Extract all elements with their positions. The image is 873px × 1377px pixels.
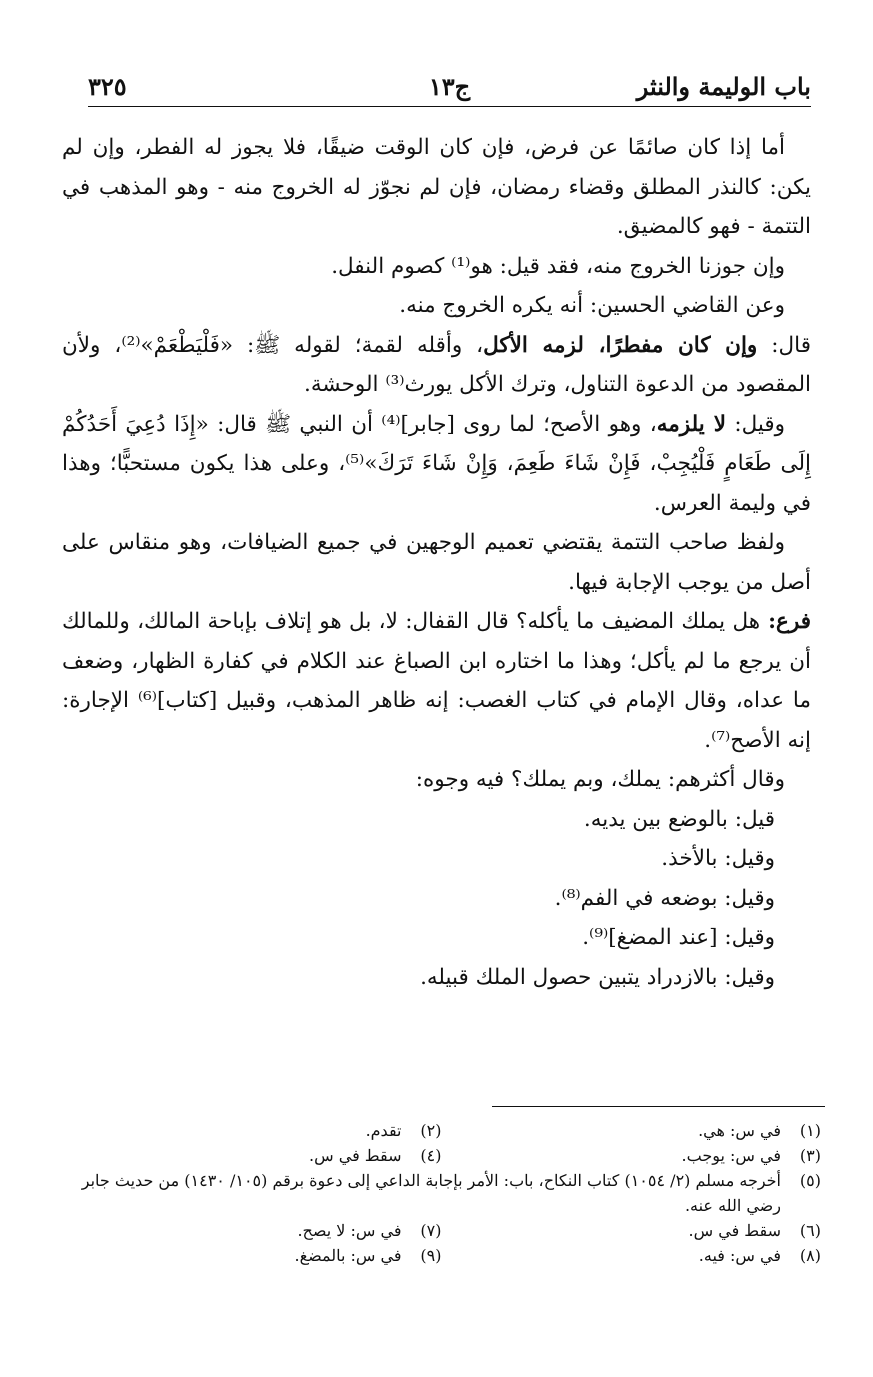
- footnote-text: تقدم.: [365, 1121, 402, 1140]
- page-header: [88, 66, 811, 107]
- footnote-number: (٩): [420, 1246, 442, 1265]
- text-run: وقيل:: [726, 411, 786, 437]
- footnote-number: (٨): [799, 1246, 821, 1265]
- footnote-number: (٦): [799, 1221, 821, 1240]
- footnote-divider: [492, 1106, 825, 1107]
- footnote: [442, 1118, 822, 1143]
- footnote-row: [62, 1118, 821, 1143]
- footnote-row: [62, 1243, 821, 1268]
- footnote-number: (١): [799, 1121, 821, 1140]
- paragraph: [62, 326, 811, 405]
- paragraph: وقال أكثرهم: يملك، وبم يملك؟ فيه وجوه:: [415, 767, 785, 792]
- footnote-number: (٢): [420, 1121, 442, 1140]
- paragraph: ولفظ صاحب التتمة يقتضي تعميم الوجهين في جميع الضيافات، وهو منقاس على أصل من يوجب الإجابة فيها.: [62, 530, 811, 595]
- list-item: وقيل: بالأخذ.: [661, 846, 775, 871]
- footnote-row: [62, 1218, 821, 1243]
- footnotes: [62, 1118, 821, 1268]
- chapter-title: باب الوليمة والنثر: [636, 72, 811, 101]
- footnote: [62, 1143, 442, 1168]
- bold-text: لا يلزمه: [656, 411, 726, 437]
- footnote-text: سقط في س.: [309, 1146, 402, 1165]
- footnote: [62, 1218, 442, 1243]
- footnote-number: (٧): [420, 1221, 442, 1240]
- footnote: [62, 1168, 821, 1218]
- page-number: ٣٢٥: [88, 72, 127, 101]
- text-run: هل يملك المضيف ما يأكله؟ قال القفال: لا، بل هو إتلاف بإباحة المالك، وللمالك أن يرجع ما لم يأكل؛ وهذا ما اختاره ابن الصباغ عند الكلام في كفارة الظهار، وضعف ما عداه، وقال الإمام في كتاب الغصب: إنه ظاهر المذهب، وقبيل [كتاب]⁽⁶⁾ الإجارة: إنه الأصح⁽⁷⁾.: [62, 609, 811, 753]
- section-label: فرع:: [760, 609, 811, 634]
- footnote-text: في س: هي.: [698, 1121, 781, 1140]
- footnote: [442, 1143, 822, 1168]
- text-run: ، وأقله لقمة؛ لقوله ﷺ: «فَلْيَطْعَمْ»⁽²⁾، ولأن المقصود من الدعوة التناول، وترك الأكل يورث⁽³⁾ الوحشة.: [62, 332, 811, 397]
- paragraph: [62, 405, 811, 524]
- footnote: [442, 1218, 822, 1243]
- footnote-number: (٣): [799, 1146, 821, 1165]
- footnote-text: في س: يوجب.: [681, 1146, 781, 1165]
- footnote-text: في س: بالمضغ.: [294, 1246, 402, 1265]
- text-run: قال:: [757, 332, 811, 358]
- main-text: [62, 128, 811, 997]
- footnote-number: (٤): [420, 1146, 442, 1165]
- paragraph: وعن القاضي الحسين: أنه يكره الخروج منه.: [399, 293, 785, 318]
- footnote-text: في س: لا يصح.: [297, 1221, 402, 1240]
- list-item: وقيل: [عند المضغ]⁽⁹⁾.: [582, 925, 775, 950]
- bold-text: وإن كان مفطرًا، لزمه الأكل: [483, 332, 758, 358]
- paragraph: [62, 602, 811, 760]
- footnote: [442, 1243, 822, 1268]
- footnote-text: سقط في س.: [688, 1221, 781, 1240]
- text-run: ، وهو الأصح؛ لما روى [جابر]⁽⁴⁾ أن النبي ﷺ قال: «إِذَا دُعِيَ أَحَدُكُمْ إِلَى طَعَامٍ فَلْيُجِبْ، فَإِنْ شَاءَ طَعِمَ، وَإِنْ شَاءَ تَرَكَ»⁽⁵⁾، وعلى هذا يكون مستحبًّا؛ وهذا في وليمة العرس.: [62, 411, 811, 516]
- footnote: [62, 1118, 442, 1143]
- list-item: قيل: بالوضع بين يديه.: [583, 806, 775, 832]
- paragraph: وإن جوزنا الخروج منه، فقد قيل: هو⁽¹⁾ كصوم النفل.: [331, 253, 785, 279]
- footnote-text: في س: فيه.: [698, 1246, 781, 1265]
- volume-label: ج١٣: [428, 72, 471, 101]
- list-item: وقيل: بوضعه في الفم⁽⁸⁾.: [554, 885, 775, 911]
- footnote: [62, 1243, 442, 1268]
- footnote-text: أخرجه مسلم (٢/ ١٠٥٤) كتاب النكاح، باب: الأمر بإجابة الداعي إلى دعوة برقم (١٠٥/ ١٤٣٠) من حديث جابر رضي الله عنه.: [81, 1171, 781, 1215]
- paragraph: أما إذا كان صائمًا عن فرض، فإن كان الوقت ضيقًا، فلا يجوز له الفطر، وإن لم يكن: كالنذر المطلق وقضاء رمضان، فإن لم نجوّز له الخروج منه - وهو المذهب في التتمة - فهو كالمضيق.: [62, 135, 811, 239]
- footnote-number: (٥): [799, 1171, 821, 1190]
- list-item: وقيل: بالازدراد يتبين حصول الملك قبيله.: [420, 964, 775, 990]
- footnote-row: [62, 1143, 821, 1168]
